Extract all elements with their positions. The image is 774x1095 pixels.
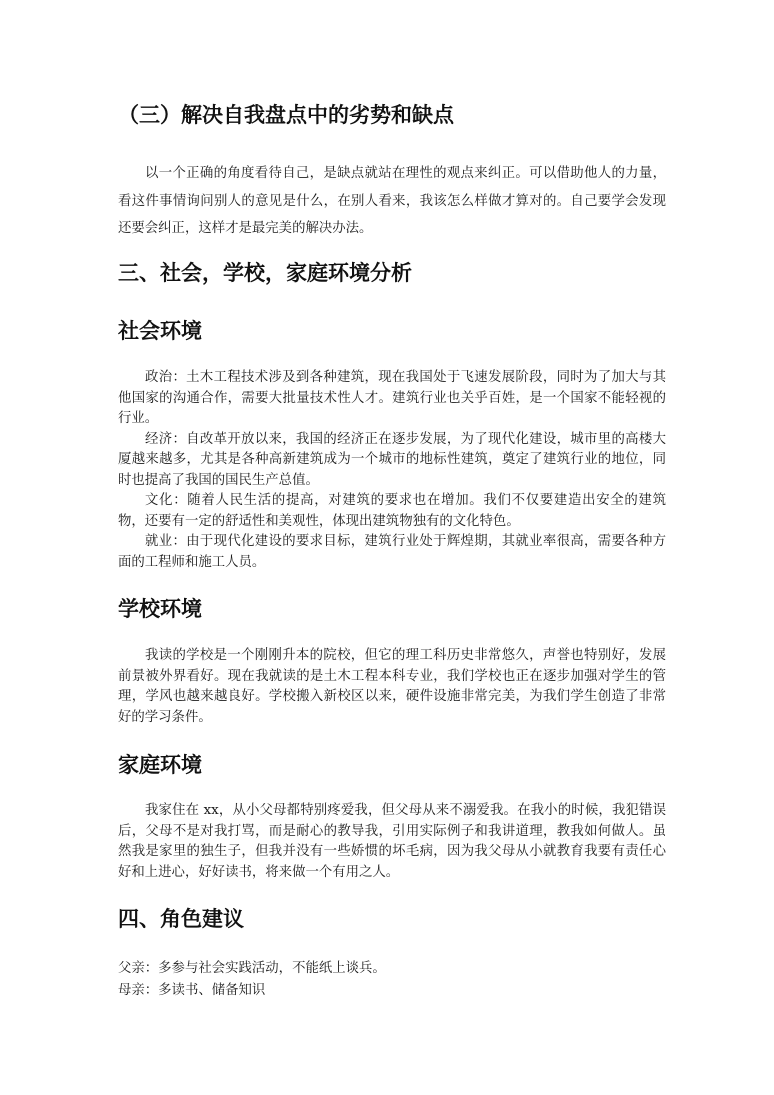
paragraph-politics: 政治：土木工程技术涉及到各种建筑，现在我国处于飞速发展阶段，同时为了加大与其他国家的沟通合作，需要大批量技术性人才。建筑行业也关乎百姓，是一个国家不能轻视的行业。 [118, 370, 666, 426]
suggestion-mother: 母亲：多读书、储备知识 [118, 983, 266, 998]
paragraph-section-3-3: 以一个正确的角度看待自己，是缺点就站在理性的观点来纠正。可以借助他人的力量，看这件事情询问别人的意见是什么，在别人看来，我该怎么样做才算对的。自己要学会发现还要会纠正，这样才是最完美的解决办法。 [118, 166, 666, 236]
heading-section-4: 四、角色建议 [118, 907, 244, 931]
school-env-body [118, 646, 666, 728]
heading-section-3-3: （三）解决自我盘点中的劣势和缺点 [118, 103, 454, 127]
heading-school-env: 学校环境 [118, 597, 202, 621]
paragraph-family: 我家住在 xx，从小父母都特别疼爱我，但父母从来不溺爱我。在我小的时候，我犯错误后，父母不是对我打骂，而是耐心的教导我，引用实际例子和我讲道理，教我如何做人。虽然我是家里的独生子，但我并没有一些娇惯的坏毛病，因为我父母从小就教育我要有责任心好和上进心，好好读书，将来做一个有用之人。 [118, 803, 666, 880]
paragraph-employment: 就业：由于现代化建设的要求目标，建筑行业处于辉煌期，其就业率很高，需要各种方面的工程师和施工人员。 [118, 534, 666, 570]
paragraph-school: 我读的学校是一个刚刚升本的院校，但它的理工科历史非常悠久，声誉也特别好，发展前景被外界看好。现在我就读的是土木工程本科专业，我们学校也正在逐步加强对学生的管理，学风也越来越良好。学校搬入新校区以来，硬件设施非常完美，为我们学生创造了非常好的学习条件。 [118, 648, 666, 725]
heading-section-3: 三、社会，学校，家庭环境分析 [118, 261, 412, 285]
suggestion-father: 父亲：多参与社会实践活动，不能纸上谈兵。 [118, 961, 386, 976]
social-env-body [118, 368, 666, 573]
paragraph-culture: 文化：随着人民生活的提高，对建筑的要求也在增加。我们不仅要建造出安全的建筑物，还要有一定的舒适性和美观性，体现出建筑物独有的文化特色。 [118, 493, 666, 529]
heading-social-env: 社会环境 [118, 319, 202, 343]
heading-family-env: 家庭环境 [118, 753, 202, 777]
family-env-body [118, 801, 666, 883]
paragraph-economy: 经济：自改革开放以来，我国的经济正在逐步发展，为了现代化建设，城市里的高楼大厦越来越多，尤其是各种高新建筑成为一个城市的地标性建筑，奠定了建筑行业的地位，同时也提高了我国的国民生产总值。 [118, 431, 666, 488]
role-suggestions [118, 958, 666, 1002]
